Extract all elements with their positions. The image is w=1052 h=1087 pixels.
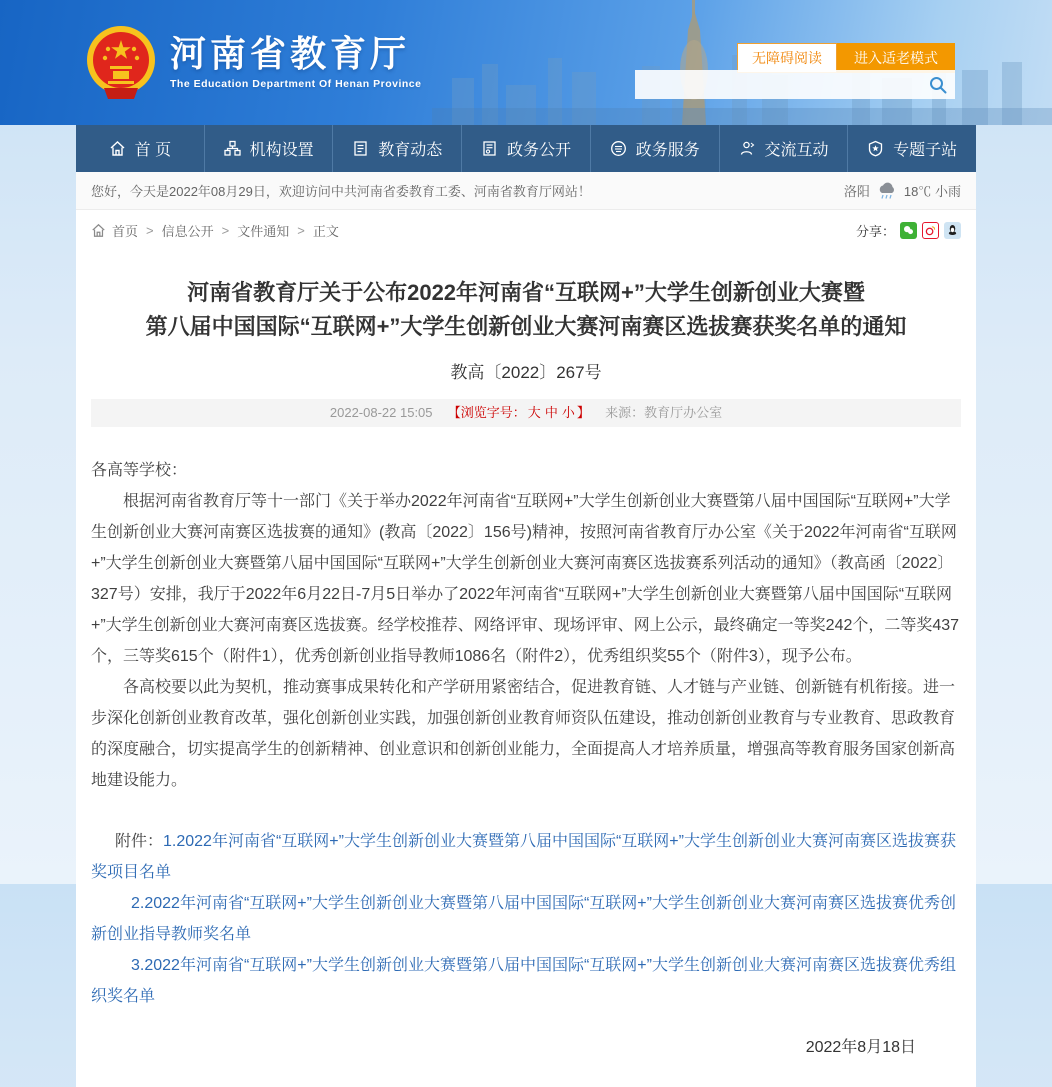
share-weibo-icon[interactable] <box>922 222 939 239</box>
subsite-badge-icon <box>867 140 884 157</box>
nav-label: 政务公开 <box>507 142 572 159</box>
org-chart-icon <box>224 140 241 157</box>
file-list-icon <box>481 140 498 157</box>
weather-city: 洛阳 <box>843 184 870 199</box>
font-size-label: 【浏览字号： <box>447 405 526 420</box>
site-title: 河南省教育厅 <box>170 33 411 74</box>
document-number: 教高〔2022〕267号 <box>450 363 602 382</box>
nav-label: 交流互动 <box>764 142 829 159</box>
home-icon <box>109 140 126 157</box>
breadcrumb-separator: > <box>146 222 154 238</box>
site-banner <box>0 0 1052 125</box>
publish-datetime: 2022-08-22 15:05 <box>329 405 433 420</box>
nav-item-interaction[interactable] <box>720 125 849 172</box>
article-content <box>76 250 976 1087</box>
breadcrumb-home[interactable]: 首页 <box>112 223 139 239</box>
service-seal-icon <box>610 140 627 157</box>
attachment-link-3[interactable]: 3.2022年河南省“互联网+”大学生创新创业大赛暨第八届中国国际“互联网+”大学生创新创业大赛河南赛区选拔赛优秀组织奖名单 <box>91 957 956 1005</box>
nav-label: 首 页 <box>134 142 172 159</box>
document-icon <box>352 140 369 157</box>
nav-item-education-news[interactable] <box>333 125 462 172</box>
breadcrumb-bar <box>76 210 976 250</box>
accessibility-reading-button[interactable]: 无障碍阅读 <box>737 43 837 73</box>
search-input[interactable] <box>635 77 921 93</box>
nav-item-organization[interactable] <box>205 125 334 172</box>
site-search[interactable] <box>635 70 955 99</box>
article-body <box>91 455 961 796</box>
breadcrumb-file-notices[interactable]: 文件通知 <box>237 223 290 239</box>
article-meta-bar <box>91 399 961 427</box>
attachments-label: 附件： <box>115 833 164 850</box>
breadcrumb <box>91 221 339 240</box>
breadcrumb-current: 正文 <box>312 223 339 239</box>
main-navigation <box>76 125 976 172</box>
breadcrumb-separator: > <box>297 222 305 238</box>
salutation: 各高等学校： <box>91 462 188 479</box>
attachments-section <box>91 826 961 1012</box>
interaction-icon <box>738 140 755 157</box>
nav-label: 机构设置 <box>249 142 314 159</box>
welcome-bar <box>76 172 976 210</box>
share-qq-icon[interactable] <box>944 222 961 239</box>
nav-item-gov-services[interactable] <box>591 125 720 172</box>
font-size-large-button[interactable]: 大 <box>527 405 541 420</box>
nav-label: 政务服务 <box>635 142 700 159</box>
body-paragraph: 根据河南省教育厅等十一部门《关于举办2022年河南省“互联网+”大学生创新创业大赛暨第八届中国国际“互联网+”大学生创新创业大赛河南赛区选拔赛的通知》(教高〔2022〕156号)精神，按照河南省教育厅办公室《关于2022年河南省“互联网+”大学生创新创业大赛暨第八届中国国际“互联网+”大学生创新创业大赛河南赛区选拔赛系列活动的通知》（教高函〔2022〕327号）安排，我厅于2022年6月22日-7月5日举办了2022年河南省“互联网+”大学生创新创业大赛暨第八届中国国际“互联网+”大学生创新创业大赛河南赛区选拔赛。经学校推荐、网络评审、现场评审、网上公示，最终确定一等奖242个，二等奖437个，三等奖615个（附件1），优秀创新创业指导教师1086名（附件2），优秀组织奖55个（附件3），现予公布。 <box>91 493 960 665</box>
attachment-link-1[interactable]: 1.2022年河南省“互联网+”大学生创新创业大赛暨第八届中国国际“互联网+”大学生创新创业大赛河南赛区选拔赛获奖项目名单 <box>91 833 956 881</box>
welcome-greeting: 您好，今天是2022年08月29日，欢迎访问中共河南省委教育工委、河南省教育厅网站！ <box>91 184 591 199</box>
site-logo <box>84 24 421 100</box>
breadcrumb-info-disclosure[interactable]: 信息公开 <box>161 223 214 239</box>
attachment-link-2[interactable]: 2.2022年河南省“互联网+”大学生创新创业大赛暨第八届中国国际“互联网+”大学生创新创业大赛河南赛区选拔赛优秀创新创业指导教师奖名单 <box>91 895 956 943</box>
share-bar <box>856 221 961 240</box>
nav-item-home[interactable] <box>76 125 205 172</box>
article-title-line2: 第八届中国国际“互联网+”大学生创新创业大赛河南赛区选拔赛获奖名单的通知 <box>145 314 907 339</box>
share-wechat-icon[interactable] <box>900 222 917 239</box>
weather-temp: 18℃ 小雨 <box>903 184 961 199</box>
elder-mode-button[interactable]: 进入适老模式 <box>837 43 955 73</box>
site-title-english: The Education Department Of Henan Province <box>170 78 422 90</box>
breadcrumb-separator: > <box>221 222 230 238</box>
article-source: 来源：教育厅办公室 <box>605 405 723 420</box>
article-title <box>91 276 961 344</box>
font-size-medium-button[interactable]: 中 <box>544 405 558 420</box>
share-label: 分享： <box>855 223 895 239</box>
signature-date: 2022年8月18日 <box>805 1039 916 1056</box>
national-emblem-icon <box>84 24 158 100</box>
font-size-label-close: 】 <box>576 405 590 420</box>
rain-cloud-icon <box>876 182 898 200</box>
nav-label: 教育动态 <box>378 142 443 159</box>
nav-label: 专题子站 <box>893 142 958 159</box>
article-title-line1: 河南省教育厅关于公布2022年河南省“互联网+”大学生创新创业大赛暨 <box>187 280 865 305</box>
breadcrumb-home-icon <box>91 223 106 238</box>
body-paragraph: 各高校要以此为契机，推动赛事成果转化和产学研用紧密结合，促进教育链、人才链与产业链、创新链有机衔接。进一步深化创新创业教育改革，强化创新创业实践，加强创新创业教育师资队伍建设，推动创新创业教育与专业教育、思政教育的深度融合，切实提高学生的创新精神、创业意识和创新创业能力，全面提高人才培养质量，增强高等教育服务国家创新高地建设能力。 <box>91 679 956 789</box>
search-icon <box>929 76 947 94</box>
weather-widget <box>844 181 961 200</box>
nav-item-special-subsites[interactable] <box>848 125 976 172</box>
search-button[interactable] <box>921 70 955 99</box>
nav-item-gov-disclosure[interactable] <box>462 125 591 172</box>
font-size-small-button[interactable]: 小 <box>561 405 575 420</box>
